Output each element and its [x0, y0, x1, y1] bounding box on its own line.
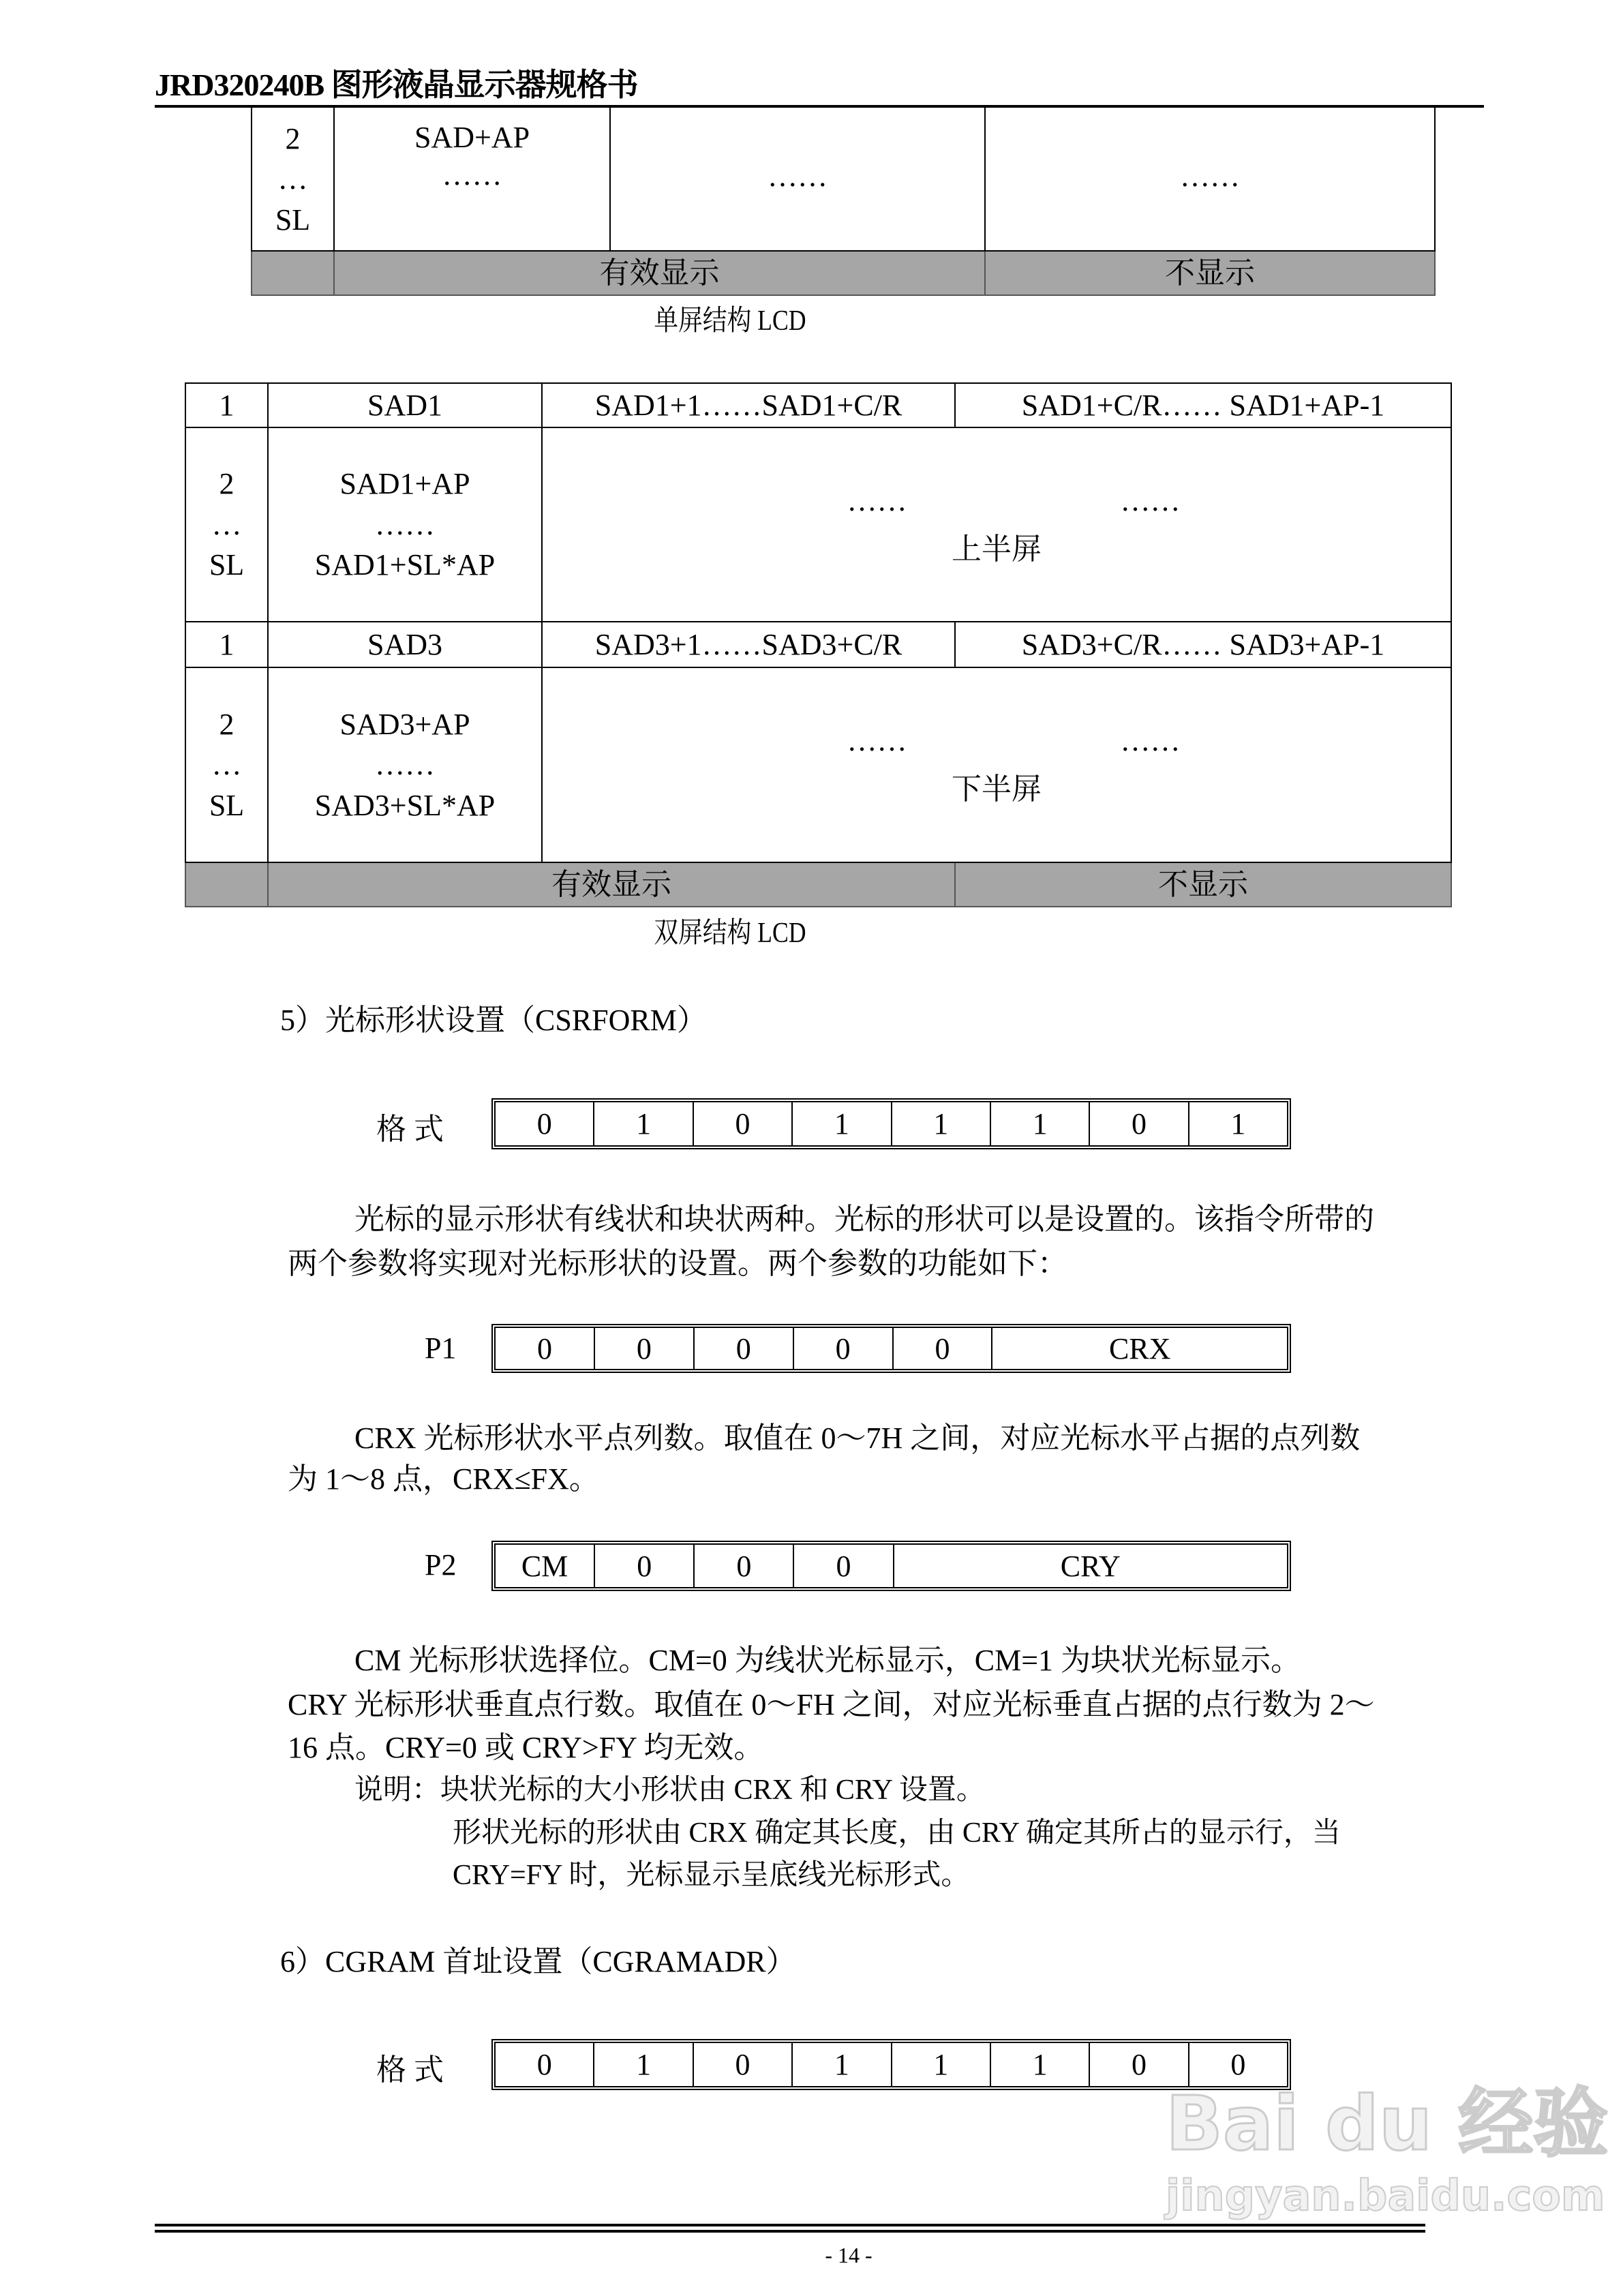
format-label: 格 式 [376, 1113, 444, 1146]
row-number: 1 [185, 622, 268, 667]
note-line: 形状光标的形状由 CRX 确定其长度，由 CRY 确定其所占的显示行，当 [453, 1817, 1341, 1849]
address-cell [268, 667, 542, 862]
upper-half-label: 上半屏 [952, 532, 1042, 566]
note-line: 说明：块状光标的大小形状由 CRX 和 CRY 设置。 [354, 1774, 985, 1806]
footer-blank-cell [185, 862, 268, 907]
address-ellipsis: …… [375, 507, 435, 541]
row-number-cell [185, 667, 268, 862]
bit-cell: 1 [594, 2043, 693, 2086]
format-label: 格 式 [376, 2053, 444, 2087]
paragraph-line: 光标的显示形状有线状和块状两种。光标的形状可以是设置的。该指令所带的 [354, 1203, 1374, 1236]
footer-blank-cell [252, 251, 334, 295]
address-text: SAD1+SL*AP [314, 548, 496, 582]
dots-row [543, 482, 1451, 519]
bit-cell: 1 [892, 2043, 991, 2086]
bit-cell: 0 [695, 1545, 794, 1587]
double-table-caption: 双屏结构 LCD [654, 918, 806, 949]
row-number: 2 [285, 122, 301, 155]
bit-cell: 0 [794, 1545, 894, 1587]
section5-heading: 5）光标形状设置（CSRFORM） [280, 1003, 707, 1037]
hidden-address-range: SAD3+C/R…… SAD3+AP-1 [955, 622, 1451, 667]
bit-cell: 0 [496, 1102, 594, 1145]
lower-half-area [542, 667, 1451, 862]
row-ellipsis: … [277, 162, 308, 196]
paragraph-line: 16 点。CRY=0 或 CRY>FY 均无效。 [288, 1731, 764, 1764]
address-text: SAD1+AP [339, 467, 470, 501]
bit-cell: 0 [496, 2043, 594, 2086]
display-address-range: SAD1+1……SAD1+C/R [542, 383, 955, 427]
bit-cell: 1 [991, 1102, 1090, 1145]
double-screen-table [185, 382, 1452, 907]
bit-cell: 0 [694, 1102, 793, 1145]
document-header-title: JRD320240B 图形液晶显示器规格书 [155, 67, 638, 102]
address-text: SAD3+AP [339, 707, 470, 741]
row-number: SL [209, 548, 245, 582]
paragraph-line: CRX 光标形状水平点列数。取值在 0～7H 之间，对应光标水平占据的点列数 [354, 1421, 1361, 1455]
row-number-cell [185, 427, 268, 622]
dots: …… [847, 724, 907, 757]
paragraph-line: 两个参数将实现对光标形状的设置。两个参数的功能如下： [288, 1247, 1067, 1280]
watermark-url: jingyan.baidu.com [1166, 2171, 1605, 2220]
paragraph-line: CRY 光标形状垂直点行数。取值在 0～FH 之间，对应光标垂直占据的点行数为 2～ [288, 1688, 1375, 1721]
baidu-watermark [1166, 2080, 1609, 2220]
dots: …… [1120, 483, 1181, 517]
row-number: 2 [219, 467, 234, 501]
bit-cell: 1 [793, 1102, 892, 1145]
section6-heading: 6）CGRAM 首址设置（CGRAMADR） [280, 1945, 796, 1978]
bit-cell: 0 [894, 1328, 993, 1369]
address-ellipsis: …… [442, 158, 502, 192]
address-text: SAD3+SL*AP [314, 788, 496, 822]
bit-cell: 0 [794, 1328, 894, 1369]
p2-label: P2 [425, 1548, 457, 1582]
start-address: SAD3 [268, 622, 542, 667]
cry-field: CRY [1060, 1549, 1121, 1583]
single-table-caption: 单屏结构 LCD [654, 305, 806, 337]
address-text: SAD+AP [414, 121, 530, 154]
valid-display-label: 有效显示 [268, 862, 955, 907]
bit-cell: 1 [594, 1102, 693, 1145]
lower-half-label: 下半屏 [952, 772, 1042, 806]
bit-cell: 0 [595, 1328, 695, 1369]
row-number: 2 [219, 707, 234, 741]
upper-half-area [542, 427, 1451, 622]
bit-cell: 0 [694, 2043, 793, 2086]
row-number: SL [209, 788, 245, 822]
row-ellipsis: … [211, 748, 242, 782]
address-cell [268, 427, 542, 622]
single-screen-table [251, 106, 1436, 296]
note-line: CRY=FY 时，光标显示呈底线光标形式。 [453, 1860, 970, 1891]
bit-cell: 1 [1230, 1107, 1246, 1141]
bit-cell: 0 [1230, 2048, 1246, 2081]
bit-cell: 1 [892, 1102, 991, 1145]
row-number-cell [252, 106, 334, 251]
nondisplay-cell: …… [985, 106, 1435, 251]
bit-cell: 0 [695, 1328, 794, 1369]
cm-field: CM [496, 1545, 595, 1587]
no-display-label: 不显示 [955, 862, 1451, 907]
p1-bits-box [491, 1324, 1291, 1373]
hidden-address-range: SAD1+C/R…… SAD1+AP-1 [955, 383, 1451, 427]
dots: …… [847, 483, 907, 517]
p1-label: P1 [425, 1331, 457, 1365]
crx-field: CRX [1108, 1331, 1171, 1365]
valid-display-label: 有效显示 [334, 251, 985, 295]
dots-row [543, 722, 1451, 759]
bit-cell: 0 [1090, 1102, 1189, 1145]
address-ellipsis: …… [375, 748, 435, 782]
bit-cell: 0 [1090, 2043, 1189, 2086]
display-cell: …… [610, 106, 985, 251]
page-number: - 14 - [825, 2243, 873, 2267]
paragraph-line: CM 光标形状选择位。CM=0 为线状光标显示，CM=1 为块状光标显示。 [354, 1644, 1301, 1677]
bit-cell: 1 [793, 2043, 892, 2086]
no-display-label: 不显示 [985, 251, 1435, 295]
paragraph-line: 为 1～8 点，CRX≤FX。 [288, 1462, 599, 1496]
footer-rule [155, 2230, 1425, 2233]
watermark-brand: Bai du 经验 [1166, 2080, 1609, 2167]
dots: …… [1120, 724, 1181, 757]
bit-cell: 0 [496, 1328, 595, 1369]
address-cell [334, 106, 610, 251]
row-number: 1 [185, 383, 268, 427]
bit-cell: 1 [991, 2043, 1090, 2086]
row-number: SL [275, 202, 311, 237]
bit-cell: 0 [595, 1545, 695, 1587]
format-bits-box [491, 1098, 1291, 1149]
p2-bits-box [491, 1541, 1291, 1591]
footer-rule [155, 2224, 1425, 2226]
start-address: SAD1 [268, 383, 542, 427]
row-ellipsis: … [211, 507, 242, 541]
display-address-range: SAD3+1……SAD3+C/R [542, 622, 955, 667]
